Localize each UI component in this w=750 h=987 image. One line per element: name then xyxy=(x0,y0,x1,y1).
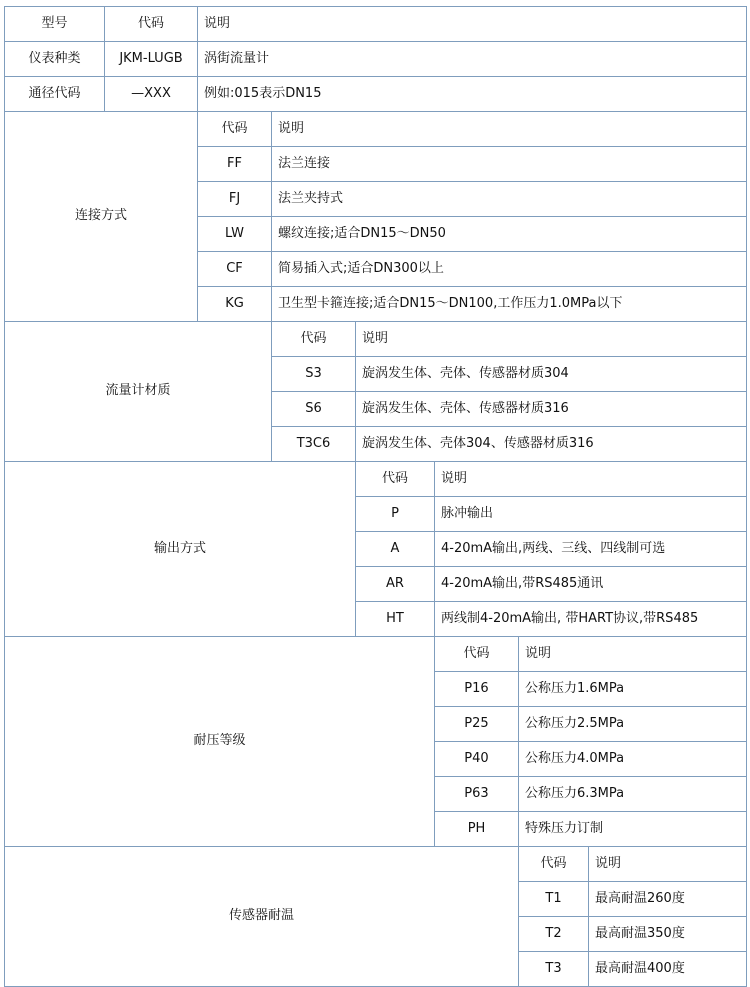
row-code: JKM-LUGB xyxy=(105,42,198,77)
item-code: LW xyxy=(198,217,272,252)
item-desc: 最高耐温400度 xyxy=(589,952,747,987)
subheader-code: 代码 xyxy=(356,462,435,497)
item-code: P16 xyxy=(435,672,519,707)
item-desc: 公称压力4.0MPa xyxy=(519,742,747,777)
item-desc: 公称压力1.6MPa xyxy=(519,672,747,707)
item-desc: 公称压力6.3MPa xyxy=(519,777,747,812)
item-code: KG xyxy=(198,287,272,322)
item-desc: 最高耐温350度 xyxy=(589,917,747,952)
subheader-desc: 说明 xyxy=(435,462,747,497)
item-desc: 脉冲输出 xyxy=(435,497,747,532)
item-desc: 旋涡发生体、壳体、传感器材质304 xyxy=(356,357,747,392)
item-desc: 公称压力2.5MPa xyxy=(519,707,747,742)
subheader-desc: 说明 xyxy=(356,322,747,357)
section-name-pressure: 耐压等级 xyxy=(5,637,435,847)
section-subheader-row xyxy=(5,462,747,497)
item-desc: 简易插入式;适合DN300以上 xyxy=(272,252,747,287)
row-desc: 例如:015表示DN15 xyxy=(198,77,747,112)
section-name-material: 流量计材质 xyxy=(5,322,272,462)
item-code: T2 xyxy=(519,917,589,952)
item-desc: 特殊压力订制 xyxy=(519,812,747,847)
item-code: T1 xyxy=(519,882,589,917)
item-desc: 两线制4-20mA输出, 带HART协议,带RS485 xyxy=(435,602,747,637)
item-desc: 螺纹连接;适合DN15～DN50 xyxy=(272,217,747,252)
item-desc: 4-20mA输出,带RS485通讯 xyxy=(435,567,747,602)
item-desc: 4-20mA输出,两线、三线、四线制可选 xyxy=(435,532,747,567)
item-code: S3 xyxy=(272,357,356,392)
table-row xyxy=(5,77,747,112)
item-desc: 法兰夹持式 xyxy=(272,182,747,217)
subheader-code: 代码 xyxy=(198,112,272,147)
section-subheader-row xyxy=(5,112,747,147)
subheader-code: 代码 xyxy=(272,322,356,357)
subheader-code: 代码 xyxy=(435,637,519,672)
section-subheader-row xyxy=(5,637,747,672)
row-desc: 涡街流量计 xyxy=(198,42,747,77)
header-model: 型号 xyxy=(5,7,105,42)
subheader-desc: 说明 xyxy=(519,637,747,672)
item-code: P xyxy=(356,497,435,532)
item-code: T3 xyxy=(519,952,589,987)
row-code: —XXX xyxy=(105,77,198,112)
table-row xyxy=(5,42,747,77)
item-desc: 卫生型卡箍连接;适合DN15～DN100,工作压力1.0MPa以下 xyxy=(272,287,747,322)
item-desc: 法兰连接 xyxy=(272,147,747,182)
item-desc: 最高耐温260度 xyxy=(589,882,747,917)
model-selection-table xyxy=(4,6,747,987)
item-code: AR xyxy=(356,567,435,602)
section-name-connection: 连接方式 xyxy=(5,112,198,322)
table-header-row xyxy=(5,7,747,42)
item-desc: 旋涡发生体、壳体304、传感器材质316 xyxy=(356,427,747,462)
header-description: 说明 xyxy=(198,7,747,42)
item-desc: 旋涡发生体、壳体、传感器材质316 xyxy=(356,392,747,427)
section-name-output: 输出方式 xyxy=(5,462,356,637)
item-code: A xyxy=(356,532,435,567)
section-name-temperature: 传感器耐温 xyxy=(5,847,519,987)
section-subheader-row xyxy=(5,847,747,882)
item-code: FF xyxy=(198,147,272,182)
item-code: HT xyxy=(356,602,435,637)
item-code: PH xyxy=(435,812,519,847)
subheader-code: 代码 xyxy=(519,847,589,882)
subheader-desc: 说明 xyxy=(272,112,747,147)
row-label: 仪表种类 xyxy=(5,42,105,77)
row-label: 通径代码 xyxy=(5,77,105,112)
header-code: 代码 xyxy=(105,7,198,42)
item-code: FJ xyxy=(198,182,272,217)
item-code: T3C6 xyxy=(272,427,356,462)
item-code: P25 xyxy=(435,707,519,742)
item-code: P40 xyxy=(435,742,519,777)
item-code: P63 xyxy=(435,777,519,812)
item-code: CF xyxy=(198,252,272,287)
subheader-desc: 说明 xyxy=(589,847,747,882)
item-code: S6 xyxy=(272,392,356,427)
section-subheader-row xyxy=(5,322,747,357)
